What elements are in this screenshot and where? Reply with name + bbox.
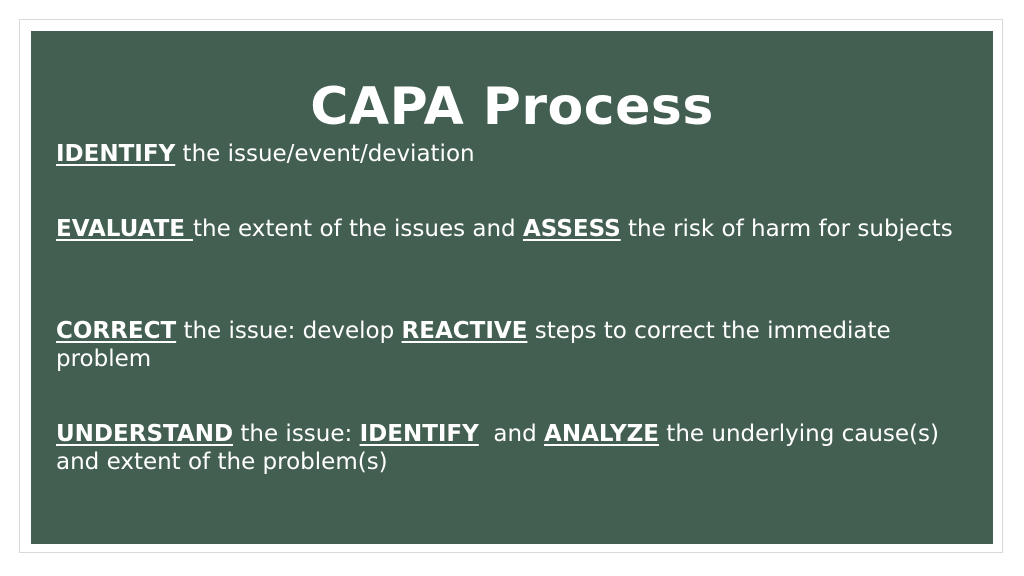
bullet-text: the risk of harm for subjects	[620, 216, 953, 242]
bullet-item-understand	[56, 420, 956, 476]
keyword-identify: IDENTIFY	[56, 141, 176, 167]
keyword-understand: UNDERSTAND	[56, 421, 234, 447]
keyword-assess: ASSESS	[522, 216, 621, 242]
bullet-text: the issue: develop	[176, 318, 402, 344]
bullet-text: the underlying cause(s) and extent of the problem(s)	[56, 421, 939, 475]
bullet-text: and	[478, 421, 545, 447]
bullet-text: the issue:	[233, 421, 360, 447]
keyword-analyze: ANALYZE	[544, 421, 659, 447]
bullet-item-identify	[56, 140, 956, 168]
keyword-evaluate: EVALUATE	[56, 216, 193, 242]
keyword-correct: CORRECT	[56, 318, 177, 344]
bullet-text: steps to correct the immediate problem	[56, 318, 891, 372]
keyword-identify: IDENTIFY	[359, 421, 479, 447]
bullet-item-evaluate	[56, 215, 956, 243]
keyword-reactive: REACTIVE	[401, 318, 528, 344]
bullet-text: the extent of the issues and	[192, 216, 523, 242]
slide-title: CAPA Process	[310, 77, 714, 137]
bullet-text: the issue/event/deviation	[175, 141, 475, 167]
slide	[31, 31, 993, 544]
bullet-item-correct	[56, 317, 956, 373]
